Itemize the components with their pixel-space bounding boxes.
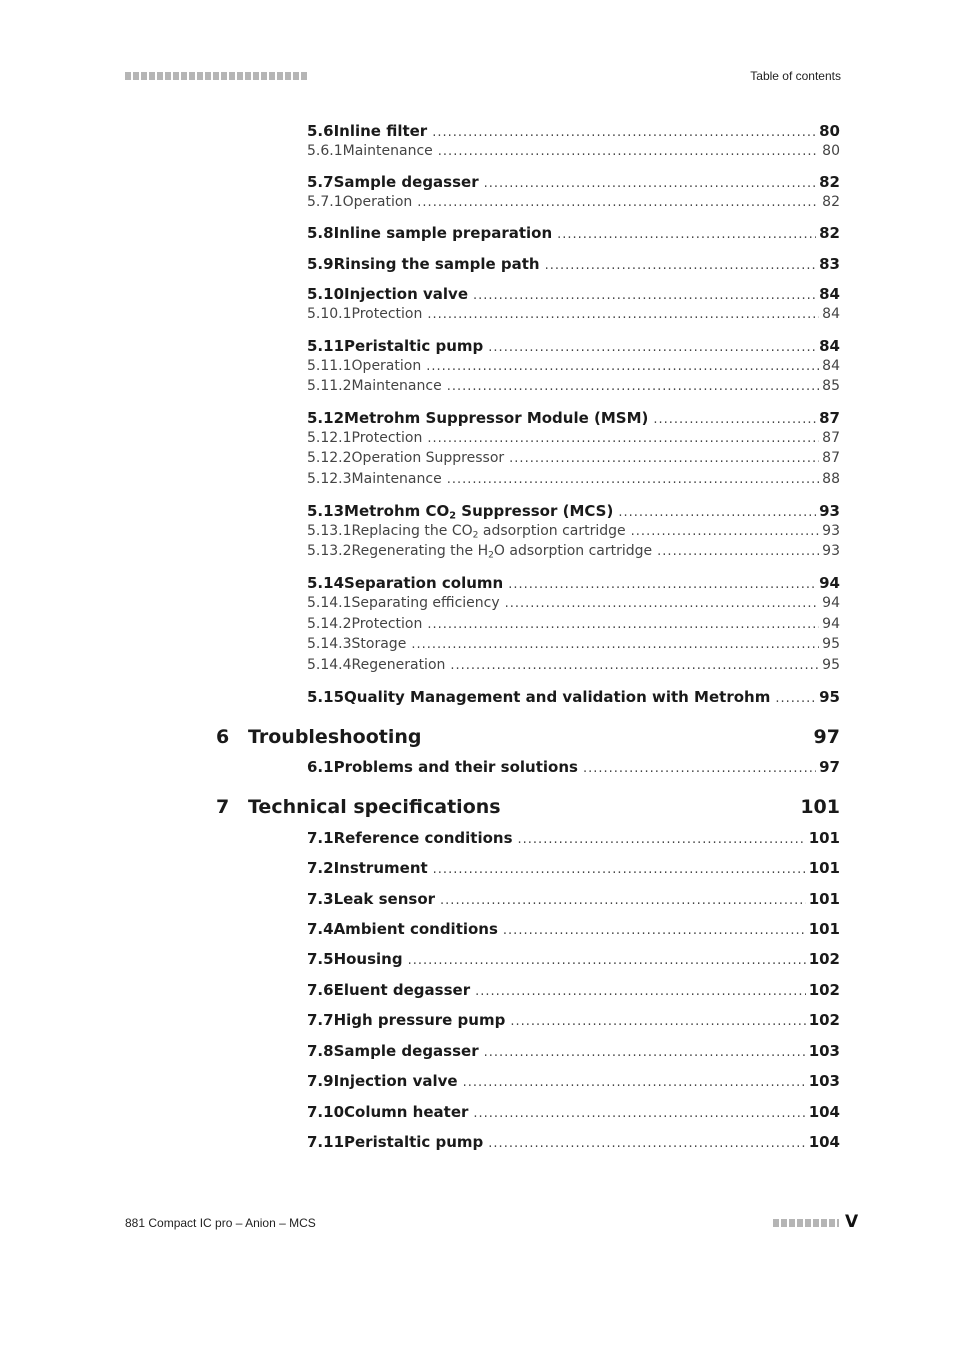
toc-dot-leader — [411, 637, 819, 652]
toc-entry-number: 5.10.1 — [307, 306, 352, 322]
toc-dot-leader — [583, 761, 816, 776]
toc-entry-title-text: Sample degasser — [333, 173, 479, 191]
toc-entry-title — [344, 337, 483, 355]
toc-entry-title-text: Regenerating the H — [351, 543, 489, 559]
toc-entry-sub[interactable] — [307, 143, 840, 163]
toc-dot-leader — [432, 125, 816, 140]
toc-entry-number: 7.1 — [307, 829, 334, 847]
toc-entry-title-text: Operation — [342, 194, 413, 210]
toc-entry-number: 5.14.1 — [307, 595, 352, 611]
toc-entry-page: 101 — [808, 890, 840, 908]
toc-entry-title — [248, 796, 501, 818]
toc-dot-leader — [488, 1136, 805, 1151]
toc-dot-leader — [473, 288, 816, 303]
toc-entry-page: 93 — [822, 523, 840, 539]
toc-entry-page: 97 — [813, 726, 840, 748]
toc-entry-number: 7.11 — [307, 1133, 345, 1151]
toc-dot-leader — [426, 359, 819, 374]
toc-entry-title-text: Operation — [351, 358, 422, 374]
toc-entry-number: 5.12 — [307, 409, 345, 427]
toc-entry-number: 5.7 — [307, 173, 334, 191]
toc-entry-page: 104 — [808, 1133, 840, 1151]
toc-entry-title-text: Technical specifications — [248, 796, 501, 818]
toc-entry-title — [344, 1103, 468, 1121]
toc-entry-number: 5.8 — [307, 224, 334, 242]
toc-entry-title-text: High pressure pump — [333, 1011, 506, 1029]
toc-entry-sub[interactable] — [307, 194, 840, 214]
toc-entry-page: 102 — [808, 1011, 840, 1029]
toc-entry-page: 93 — [819, 502, 840, 520]
toc-entry-page: 82 — [819, 224, 840, 242]
toc-entry-sec[interactable] — [307, 1133, 840, 1153]
toc-entry-sub[interactable] — [307, 450, 840, 470]
toc-entry-sub[interactable] — [307, 378, 840, 398]
toc-entry-number: 5.10 — [307, 285, 345, 303]
toc-entry-title-text: Rinsing the sample path — [333, 255, 540, 273]
toc-dot-leader — [473, 1106, 805, 1121]
toc-entry-number: 7.6 — [307, 981, 334, 999]
toc-dot-leader — [488, 340, 816, 355]
toc-entry-number: 5.7.1 — [307, 194, 343, 210]
toc-entry-title — [334, 255, 540, 273]
toc-entry-sec[interactable] — [307, 758, 840, 778]
toc-dot-leader — [447, 472, 819, 487]
toc-entry-sub[interactable] — [307, 636, 840, 656]
toc-entry-page: 94 — [822, 616, 840, 632]
toc-entry-number: 5.6 — [307, 122, 334, 140]
toc-entry-title-text: Operation Suppressor — [351, 450, 505, 466]
toc-entry-page: 84 — [819, 285, 840, 303]
toc-dot-leader — [484, 1045, 806, 1060]
toc-entry-title-text: Ambient conditions — [333, 920, 498, 938]
toc-entry-title — [344, 574, 503, 592]
toc-entry-title-text: Replacing the CO — [351, 523, 473, 539]
toc-entry-number: 7.2 — [307, 859, 334, 877]
toc-entry-page: 84 — [822, 306, 840, 322]
toc-entry-page: 87 — [822, 450, 840, 466]
toc-entry-title — [334, 224, 553, 242]
toc-entry-page: 85 — [822, 378, 840, 394]
toc-entry-title — [334, 1042, 479, 1060]
toc-entry-title-text: Separation column — [344, 574, 504, 592]
toc-entry-number: 5.11.2 — [307, 378, 352, 394]
toc-entry-title-text-after: Suppressor (MCS) — [456, 502, 614, 520]
toc-entry-sub[interactable] — [307, 657, 840, 677]
toc-entry-title — [334, 173, 479, 191]
toc-entry-title-text: Metrohm CO — [344, 502, 450, 520]
toc-entry-sec[interactable] — [307, 285, 840, 305]
toc-entry-sec[interactable] — [307, 859, 840, 879]
toc-dot-leader — [505, 596, 820, 611]
toc-dot-leader — [503, 923, 806, 938]
toc-entry-page: 95 — [822, 657, 840, 673]
toc-entry-title — [352, 636, 407, 652]
toc-entry-title-subscript: 2 — [449, 510, 457, 522]
toc-entry-page: 104 — [808, 1103, 840, 1121]
toc-entry-title-subscript: 2 — [472, 530, 479, 541]
toc-entry-page: 88 — [822, 471, 840, 487]
toc-dot-leader — [518, 832, 806, 847]
toc-entry-sub[interactable] — [307, 595, 840, 615]
toc-entry-sec[interactable] — [307, 255, 840, 275]
toc-entry-sub[interactable] — [307, 358, 840, 378]
toc-entry-title — [344, 285, 468, 303]
toc-entry-page: 102 — [808, 950, 840, 968]
toc-entry-number: 7 — [216, 796, 230, 818]
toc-entry-sec[interactable] — [307, 502, 840, 522]
toc-entry-page: 84 — [819, 337, 840, 355]
toc-dot-leader — [557, 227, 816, 242]
toc-entry-number: 5.13.1 — [307, 523, 352, 539]
toc-dot-leader — [508, 577, 816, 592]
toc-entry-page: 102 — [808, 981, 840, 999]
toc-entry-sec[interactable] — [307, 574, 840, 594]
toc-dot-leader — [509, 451, 819, 466]
page-number: V — [845, 1212, 859, 1232]
toc-entry-sub[interactable] — [307, 543, 840, 563]
toc-dot-leader — [440, 893, 806, 908]
toc-entry-title — [334, 1011, 506, 1029]
toc-entry-title-text: Storage — [351, 636, 407, 652]
running-header: Table of contents — [750, 69, 841, 83]
toc-entry-title — [343, 194, 413, 210]
toc-entry-sec[interactable] — [307, 981, 840, 1001]
toc-entry-sec[interactable] — [307, 224, 840, 244]
toc-entry-number: 7.5 — [307, 950, 334, 968]
footer-product-name: 881 Compact IC pro – Anion – MCS — [125, 1216, 316, 1230]
toc-entry-title — [344, 409, 648, 427]
toc-entry-title-text-after: O adsorption cartridge — [493, 543, 653, 559]
toc-entry-title — [334, 981, 471, 999]
toc-entry-title-text-after: adsorption cartridge — [478, 523, 626, 539]
toc-dot-leader — [438, 144, 819, 159]
toc-entry-title — [344, 688, 770, 706]
toc-entry-page: 87 — [819, 409, 840, 427]
toc-entry-number: 5.14 — [307, 574, 345, 592]
toc-entry-number: 5.13 — [307, 502, 345, 520]
toc-entry-title-text: Column heater — [344, 1103, 469, 1121]
toc-dot-leader — [545, 258, 817, 273]
toc-entry-title-text: Problems and their solutions — [333, 758, 578, 776]
toc-entry-number: 7.10 — [307, 1103, 345, 1121]
toc-entry-page: 80 — [822, 143, 840, 159]
toc-entry-sub[interactable] — [307, 306, 840, 326]
toc-entry-page: 83 — [819, 255, 840, 273]
toc-entry-title-text: Inline filter — [333, 122, 428, 140]
toc-entry-title-text: Housing — [333, 950, 403, 968]
toc-entry-title — [343, 143, 433, 159]
toc-entry-title — [334, 859, 428, 877]
toc-entry-title-text: Reference conditions — [333, 829, 513, 847]
toc-entry-title — [334, 758, 578, 776]
toc-entry-number: 7.8 — [307, 1042, 334, 1060]
toc-entry-sec[interactable] — [307, 829, 840, 849]
toc-dot-leader — [631, 524, 820, 539]
toc-entry-title-text: Protection — [351, 306, 423, 322]
toc-entry-sec[interactable] — [307, 1072, 840, 1092]
toc-entry-number: 5.11 — [307, 337, 345, 355]
toc-entry-title — [352, 450, 505, 466]
toc-entry-page: 101 — [808, 829, 840, 847]
toc-entry-title-text: Injection valve — [333, 1072, 458, 1090]
toc-entry-title — [352, 543, 653, 559]
toc-entry-title-text: Quality Management and validation with Metrohm — [344, 688, 771, 706]
toc-dot-leader — [450, 658, 819, 673]
toc-dot-leader — [657, 544, 819, 559]
toc-dot-leader — [775, 691, 816, 706]
toc-entry-page: 101 — [808, 920, 840, 938]
toc-entry-page: 94 — [822, 595, 840, 611]
toc-entry-title-text: Inline sample preparation — [333, 224, 553, 242]
toc-entry-chap[interactable] — [216, 796, 840, 822]
toc-entry-title — [334, 1072, 458, 1090]
toc-entry-page: 80 — [819, 122, 840, 140]
toc-dot-leader — [408, 953, 806, 968]
toc-entry-title-text: Leak sensor — [333, 890, 436, 908]
toc-entry-title — [352, 430, 423, 446]
toc-entry-page: 95 — [822, 636, 840, 652]
toc-entry-page: 94 — [819, 574, 840, 592]
toc-entry-number: 7.7 — [307, 1011, 334, 1029]
toc-dot-leader — [463, 1075, 806, 1090]
toc-entry-sec[interactable] — [307, 688, 840, 708]
footer-decoration-bar — [773, 1219, 839, 1227]
toc-entry-page: 82 — [819, 173, 840, 191]
toc-entry-title — [334, 122, 428, 140]
toc-entry-title — [352, 306, 423, 322]
toc-entry-sub[interactable] — [307, 471, 840, 491]
toc-dot-leader — [475, 984, 806, 999]
toc-entry-title-text: Maintenance — [351, 378, 442, 394]
toc-entry-number: 5.6.1 — [307, 143, 343, 159]
toc-entry-sec[interactable] — [307, 409, 840, 429]
toc-entry-page: 87 — [822, 430, 840, 446]
toc-entry-sub[interactable] — [307, 430, 840, 450]
toc-entry-title-text: Separating efficiency — [351, 595, 500, 611]
toc-entry-page: 103 — [808, 1072, 840, 1090]
toc-entry-title-text: Maintenance — [342, 143, 433, 159]
toc-entry-title-text: Peristaltic pump — [344, 1133, 484, 1151]
toc-entry-title-text: Peristaltic pump — [344, 337, 484, 355]
toc-entry-title-text: Troubleshooting — [248, 726, 422, 748]
toc-dot-leader — [433, 862, 806, 877]
toc-dot-leader — [417, 195, 819, 210]
toc-entry-sec[interactable] — [307, 337, 840, 357]
toc-dot-leader — [653, 412, 816, 427]
toc-entry-title-text: Maintenance — [351, 471, 442, 487]
toc-entry-title — [334, 890, 435, 908]
toc-entry-number: 6 — [216, 726, 230, 748]
toc-entry-title-text: Metrohm Suppressor Module (MSM) — [344, 409, 649, 427]
toc-entry-title — [334, 920, 498, 938]
toc-dot-leader — [618, 505, 816, 520]
toc-entry-sec[interactable] — [307, 920, 840, 940]
toc-entry-sec[interactable] — [307, 122, 840, 142]
toc-entry-title-text: Protection — [351, 616, 423, 632]
toc-entry-title-text: Sample degasser — [333, 1042, 479, 1060]
toc-entry-page: 93 — [822, 543, 840, 559]
toc-entry-title — [352, 358, 422, 374]
toc-entry-title — [334, 829, 513, 847]
toc-dot-leader — [427, 617, 819, 632]
toc-entry-title-text: Injection valve — [344, 285, 468, 303]
toc-entry-sec[interactable] — [307, 950, 840, 970]
toc-entry-number: 5.14.2 — [307, 616, 352, 632]
toc-entry-number: 5.9 — [307, 255, 334, 273]
toc-entry-page: 95 — [819, 688, 840, 706]
toc-entry-number: 5.13.2 — [307, 543, 352, 559]
toc-entry-number: 5.12.3 — [307, 471, 352, 487]
toc-entry-page: 101 — [808, 859, 840, 877]
toc-entry-number: 7.3 — [307, 890, 334, 908]
toc-entry-title — [352, 616, 423, 632]
toc-entry-title-text: Regeneration — [351, 657, 446, 673]
toc-entry-page: 101 — [800, 796, 840, 818]
toc-entry-number: 5.14.3 — [307, 636, 352, 652]
toc-entry-page: 82 — [822, 194, 840, 210]
toc-entry-number: 5.12.2 — [307, 450, 352, 466]
toc-entry-page: 97 — [819, 758, 840, 776]
toc-entry-title — [344, 1133, 483, 1151]
toc-entry-title — [352, 523, 626, 539]
toc-entry-page: 84 — [822, 358, 840, 374]
toc-entry-sec[interactable] — [307, 890, 840, 910]
toc-entry-title — [248, 726, 422, 748]
toc-entry-number: 5.12.1 — [307, 430, 352, 446]
toc-entry-title-text: Instrument — [333, 859, 428, 877]
toc-entry-title-text: Protection — [351, 430, 423, 446]
toc-entry-sec[interactable] — [307, 173, 840, 193]
toc-entry-title-text: Eluent degasser — [333, 981, 471, 999]
toc-entry-sub[interactable] — [307, 523, 840, 543]
toc-entry-sec[interactable] — [307, 1011, 840, 1031]
toc-entry-sec[interactable] — [307, 1103, 840, 1123]
toc-entry-title — [334, 950, 403, 968]
toc-dot-leader — [427, 307, 819, 322]
toc-entry-number: 5.15 — [307, 688, 345, 706]
toc-dot-leader — [447, 379, 819, 394]
toc-entry-title — [352, 595, 500, 611]
toc-entry-title — [352, 378, 442, 394]
toc-entry-number: 5.14.4 — [307, 657, 352, 673]
toc-entry-title — [352, 657, 446, 673]
toc-dot-leader — [510, 1014, 805, 1029]
toc-entry-number: 6.1 — [307, 758, 334, 776]
toc-entry-number: 7.9 — [307, 1072, 334, 1090]
toc-dot-leader — [427, 431, 819, 446]
toc-entry-title — [352, 471, 442, 487]
toc-entry-number: 5.11.1 — [307, 358, 352, 374]
toc-entry-sec[interactable] — [307, 1042, 840, 1062]
toc-entry-page: 103 — [808, 1042, 840, 1060]
toc-entry-number: 7.4 — [307, 920, 334, 938]
toc-entry-title-subscript: 2 — [488, 550, 494, 561]
toc-entry-title — [344, 502, 613, 520]
toc-dot-leader — [484, 176, 817, 191]
toc-entry-sub[interactable] — [307, 616, 840, 636]
toc-entry-chap[interactable] — [216, 726, 840, 752]
